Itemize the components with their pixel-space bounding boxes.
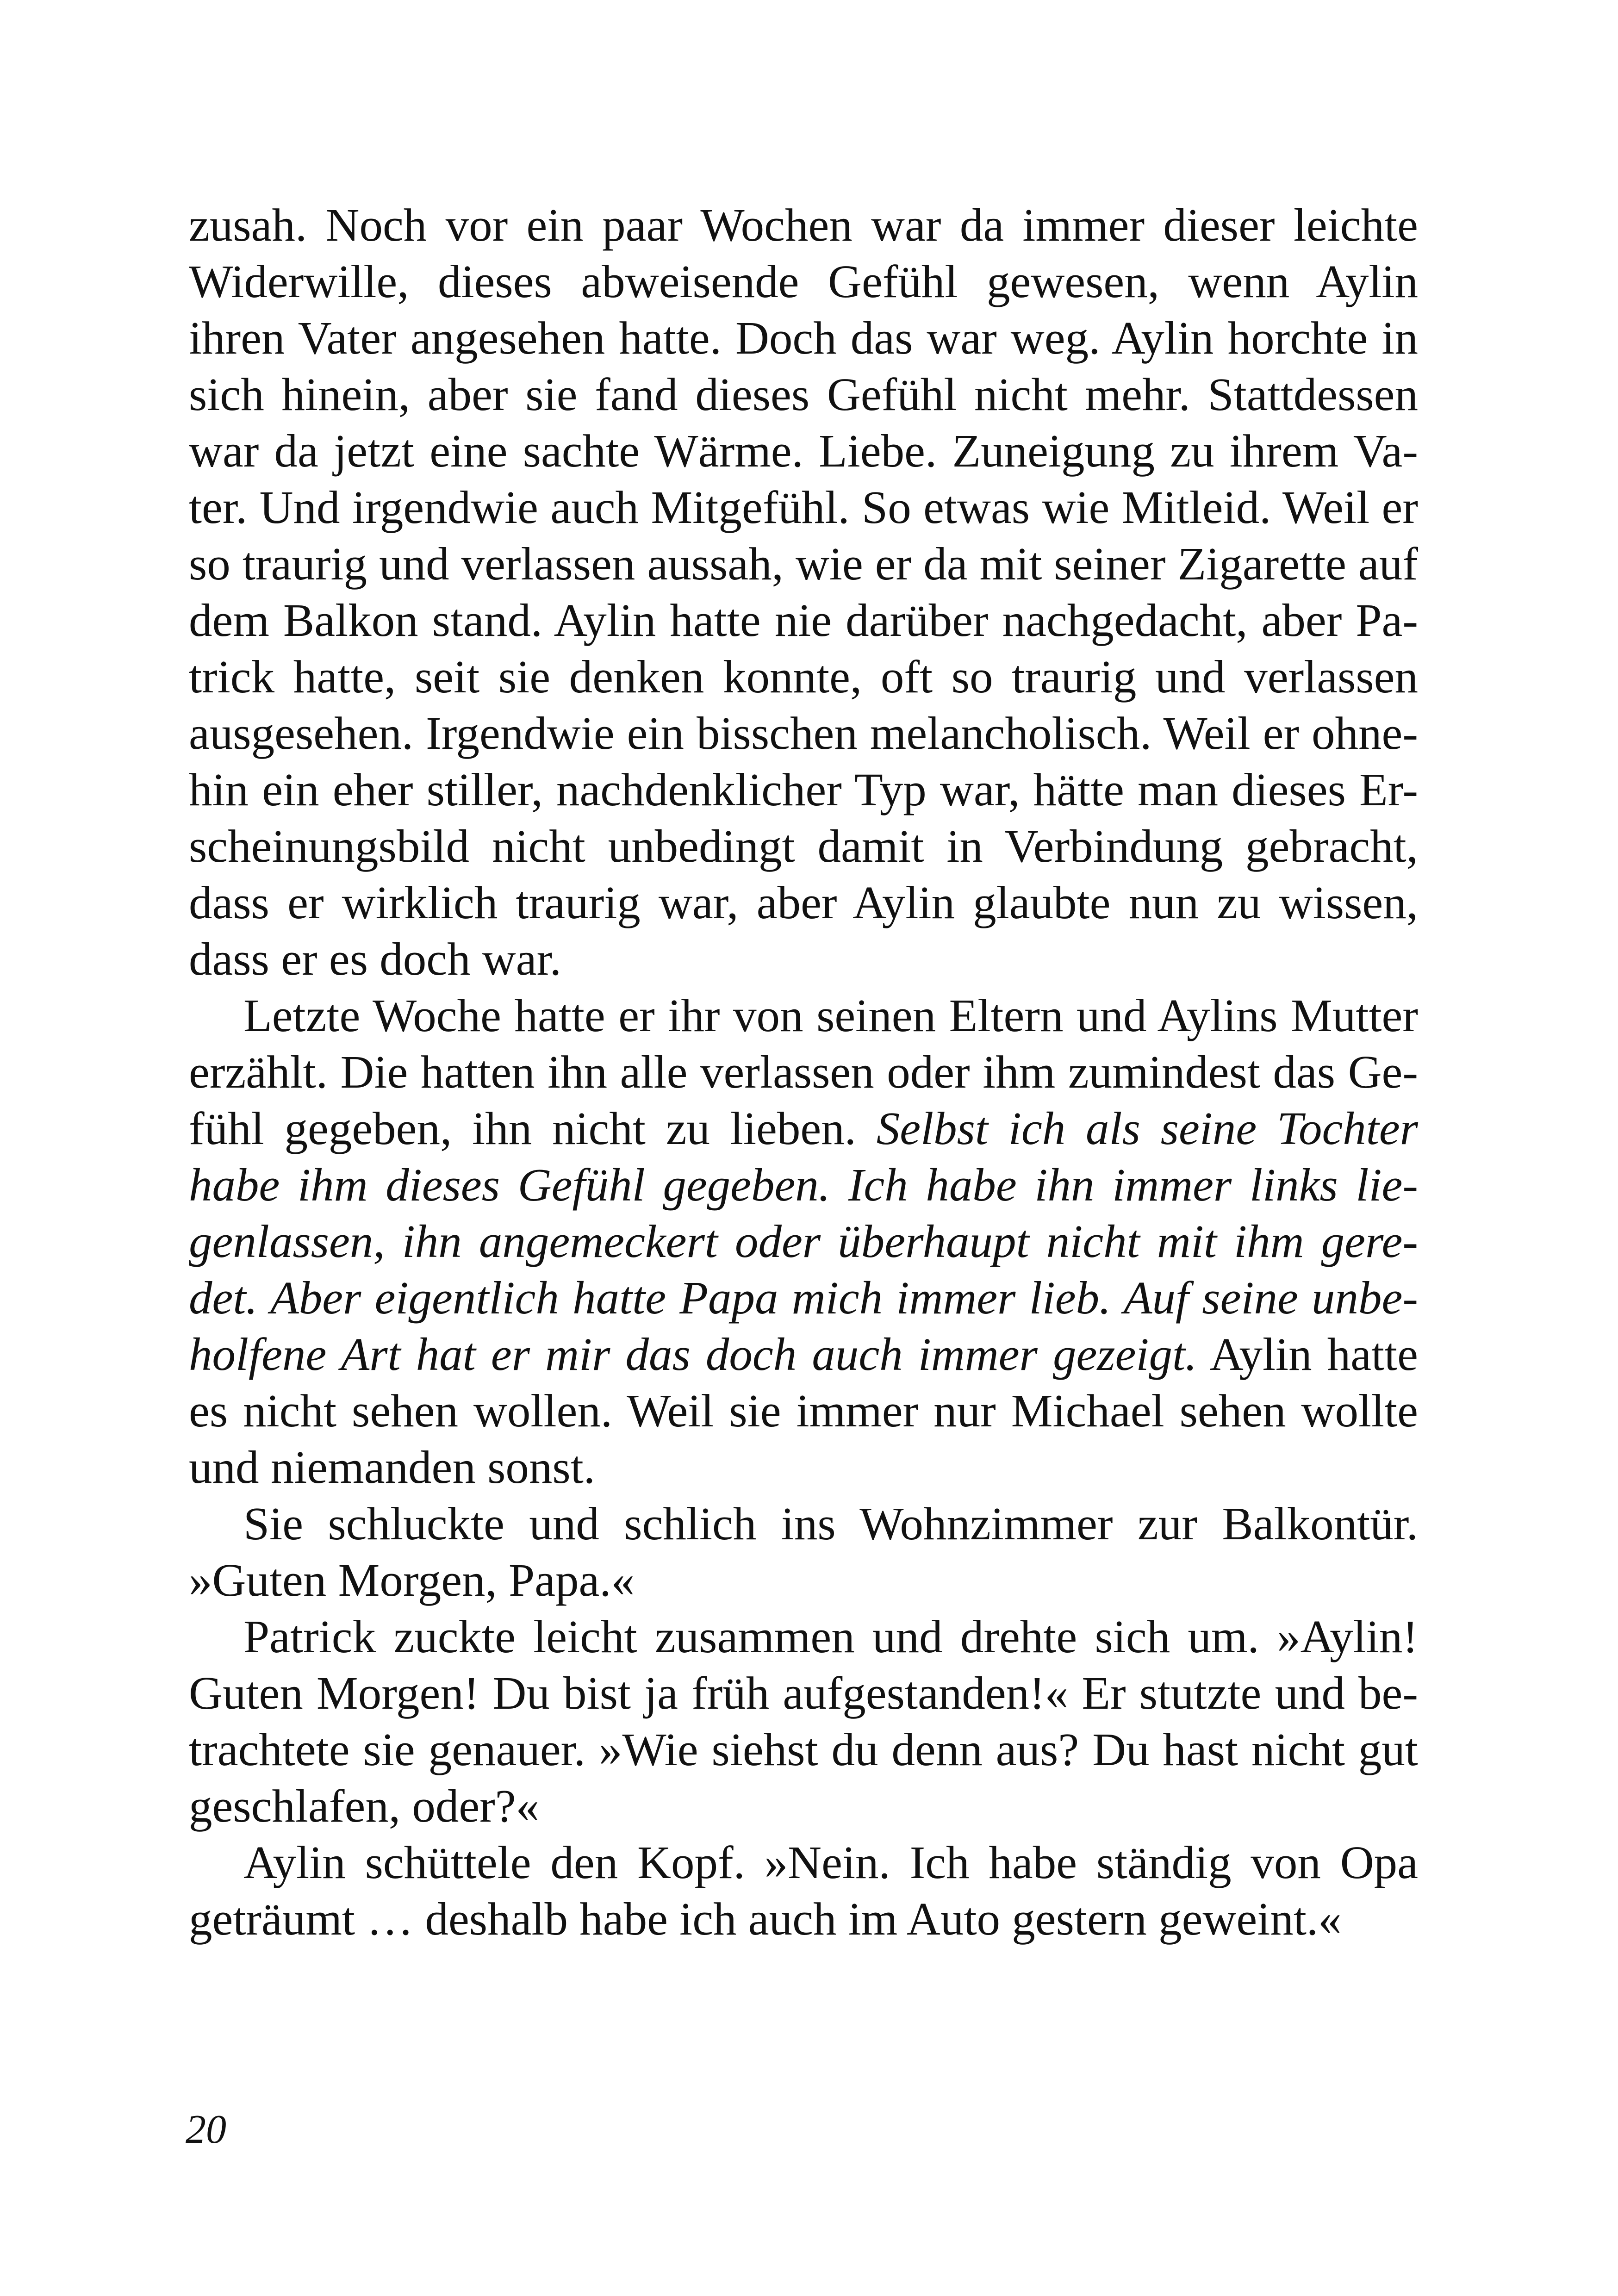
text-line [189,1382,1418,1439]
text-run: Guten Morgen! Du bist ja früh aufgestanden!« Er stutzte und be- [189,1667,1418,1719]
text-line [189,1891,1418,1947]
paragraph [189,197,1418,987]
text-line [189,1721,1418,1778]
text-run: dass er wirklich traurig war, aber Aylin glaubte nun zu wissen, [189,877,1418,928]
text-run: fühl gegeben, ihn nicht zu lieben. [189,1102,877,1154]
text-run: zusah. Noch vor ein paar Wochen war da immer dieser leichte [189,199,1418,251]
text-line [189,761,1418,818]
text-run: hin ein eher stiller, nachdenklicher Typ war, hätte man dieses Er- [189,764,1418,815]
text-line [189,1326,1418,1382]
text-line [189,1834,1418,1891]
text-line [189,1439,1418,1495]
text-run: war da jetzt eine sachte Wärme. Liebe. Zuneigung zu ihrem Va- [189,425,1418,477]
text-run: Patrick zuckte leicht zusammen und drehte sich um. »Aylin! [243,1611,1418,1662]
page-number: 20 [186,2107,226,2152]
paragraph [189,1608,1418,1834]
text-run: ihren Vater angesehen hatte. Doch das war weg. Aylin horchte in [189,312,1418,364]
text-run: geschlafen, oder?« [189,1780,540,1832]
text-line [189,705,1418,761]
text-line [189,1778,1418,1834]
text-line [189,1665,1418,1721]
text-run: ter. Und irgendwie auch Mitgefühl. So etwas wie Mitleid. Weil er [189,481,1418,533]
text-line [189,535,1418,592]
text-run: Aylin schüttele den Kopf. »Nein. Ich habe ständig von Opa [243,1836,1418,1888]
italic-text: holfene Art hat er mir das doch auch immer gezeigt. [189,1328,1197,1380]
text-line [189,423,1418,479]
text-run: erzählt. Die hatten ihn alle verlassen oder ihm zumindest das Ge- [189,1046,1418,1098]
paragraph [189,987,1418,1495]
text-run: es nicht sehen wollen. Weil sie immer nur Michael sehen wollte [189,1385,1418,1437]
text-run: Sie schluckte und schlich ins Wohnzimmer zur Balkontür. [243,1498,1418,1549]
text-run: Widerwille, dieses abweisende Gefühl gewesen, wenn Aylin [189,255,1418,307]
text-run: Aylin hatte [1197,1328,1418,1380]
text-line [189,818,1418,874]
text-run: trick hatte, seit sie denken konnte, oft so traurig und verlassen [189,651,1418,703]
italic-text: Selbst ich als seine Tochter [876,1102,1418,1154]
text-run: sich hinein, aber sie fand dieses Gefühl nicht mehr. Stattdessen [189,368,1418,420]
text-line [189,1044,1418,1100]
paragraph [189,1834,1418,1947]
text-line [189,310,1418,366]
body-text [189,197,1418,1947]
text-run: dem Balkon stand. Aylin hatte nie darüber nachgedacht, aber Pa- [189,594,1418,646]
text-line [189,366,1418,423]
text-run: geträumt … deshalb habe ich auch im Auto gestern geweint.« [189,1893,1342,1945]
text-line [189,479,1418,535]
text-run: und niemanden sonst. [189,1441,596,1493]
text-line [189,1269,1418,1326]
text-line [189,1100,1418,1157]
text-line [189,197,1418,253]
text-run: Letzte Woche hatte er ihr von seinen Eltern und Aylins Mutter [243,989,1418,1041]
italic-text: genlassen, ihn angemeckert oder überhaupt nicht mit ihm gere- [189,1215,1418,1267]
text-line [189,253,1418,310]
text-line [189,987,1418,1044]
text-run: scheinungsbild nicht unbedingt damit in Verbindung gebracht, [189,820,1418,872]
text-line [189,592,1418,648]
italic-text: det. Aber eigentlich hatte Papa mich immer lieb. Auf seine unbe- [189,1272,1418,1324]
text-line [189,931,1418,987]
paragraph [189,1495,1418,1608]
text-run: trachtete sie genauer. »Wie siehst du denn aus? Du hast nicht gut [189,1724,1418,1775]
text-run: so traurig und verlassen aussah, wie er da mit seiner Zigarette auf [189,538,1418,590]
text-line [189,874,1418,931]
text-run: »Guten Morgen, Papa.« [189,1554,635,1606]
text-line [189,1495,1418,1552]
text-line [189,1213,1418,1269]
text-line [189,648,1418,705]
text-run: ausgesehen. Irgendwie ein bisschen melancholisch. Weil er ohne- [189,707,1418,759]
italic-text: habe ihm dieses Gefühl gegeben. Ich habe ihn immer links lie- [189,1159,1418,1211]
text-line [189,1608,1418,1665]
text-line [189,1157,1418,1213]
text-run: dass er es doch war. [189,933,561,985]
text-line [189,1552,1418,1608]
